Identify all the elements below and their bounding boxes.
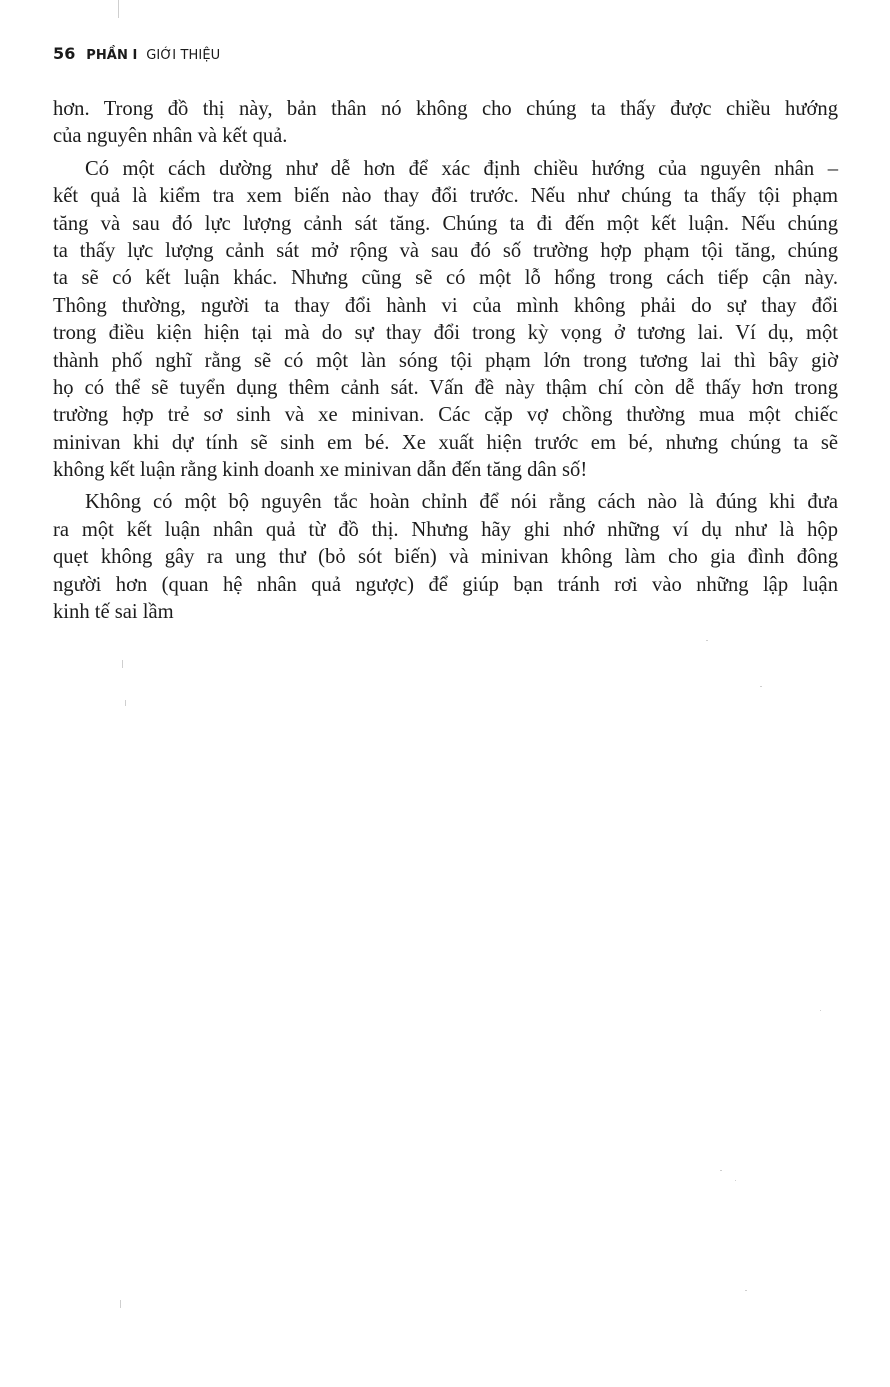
body-text: [53, 96, 838, 631]
text-line: minivan khi dự tính sẽ sinh em bé. Xe xuất hiện trước em bé, nhưng chúng ta sẽ: [53, 431, 838, 454]
text-line: trường hợp trẻ sơ sinh và xe minivan. Các cặp vợ chồng thường mua một chiếc: [53, 404, 838, 427]
text-line: tăng và sau đó lực lượng cảnh sát tăng. Chúng ta đi đến một kết luận. Nếu chúng: [53, 212, 838, 235]
chapter-label: GIỚI THIỆU: [146, 48, 221, 63]
text-line: Thông thường, người ta thay đổi hành vi của mình không phải do sự thay đổi: [53, 294, 838, 317]
paragraph-2: [53, 156, 838, 485]
text-line: kinh tế sai lầm: [53, 601, 174, 624]
page-number: 56: [53, 44, 76, 63]
text-line: thành phố nghĩ rằng sẽ có một làn sóng tội phạm lớn trong tương lai thì bây giờ: [53, 349, 838, 372]
text-line: họ có thể sẽ tuyển dụng thêm cảnh sát. Vấn đề này thậm chí còn dễ thấy hơn trong: [53, 376, 838, 399]
text-line: người hơn (quan hệ nhân quả ngược) để giúp bạn tránh rơi vào những lập luận: [53, 573, 838, 596]
part-label: PHẦN I: [86, 48, 138, 63]
text-line: của nguyên nhân và kết quả.: [53, 125, 288, 148]
text-line: không kết luận rằng kinh doanh xe minivan dẫn đến tăng dân số!: [53, 459, 588, 482]
paragraph-1: [53, 96, 838, 151]
text-line: trong điều kiện hiện tại mà do sự thay đổi trong kỳ vọng ở tương lai. Ví dụ, một: [53, 322, 838, 345]
text-line: ta thấy lực lượng cảnh sát mở rộng và sau đó số trường hợp phạm tội tăng, chúng: [53, 239, 838, 262]
text-line: ra một kết luận nhân quả từ đồ thị. Nhưng hãy ghi nhớ những ví dụ như là hộp: [53, 518, 838, 541]
paragraph-3: [53, 489, 838, 626]
text-line: kết quả là kiểm tra xem biến nào thay đổi trước. Nếu như chúng ta thấy tội phạm: [53, 185, 838, 208]
text-line: hơn. Trong đồ thị này, bản thân nó không cho chúng ta thấy được chiều hướng: [53, 98, 838, 120]
text-line: ta sẽ có kết luận khác. Nhưng cũng sẽ có một lỗ hổng trong cách tiếp cận này.: [53, 267, 838, 290]
text-line: Có một cách dường như dễ hơn để xác định chiều hướng của nguyên nhân –: [85, 157, 838, 180]
text-line: quẹt không gây ra ung thư (bỏ sót biến) và minivan không làm cho gia đình đông: [53, 546, 838, 569]
running-head: [53, 44, 220, 63]
text-line: Không có một bộ nguyên tắc hoàn chỉnh để nói rằng cách nào là đúng khi đưa: [85, 491, 838, 514]
